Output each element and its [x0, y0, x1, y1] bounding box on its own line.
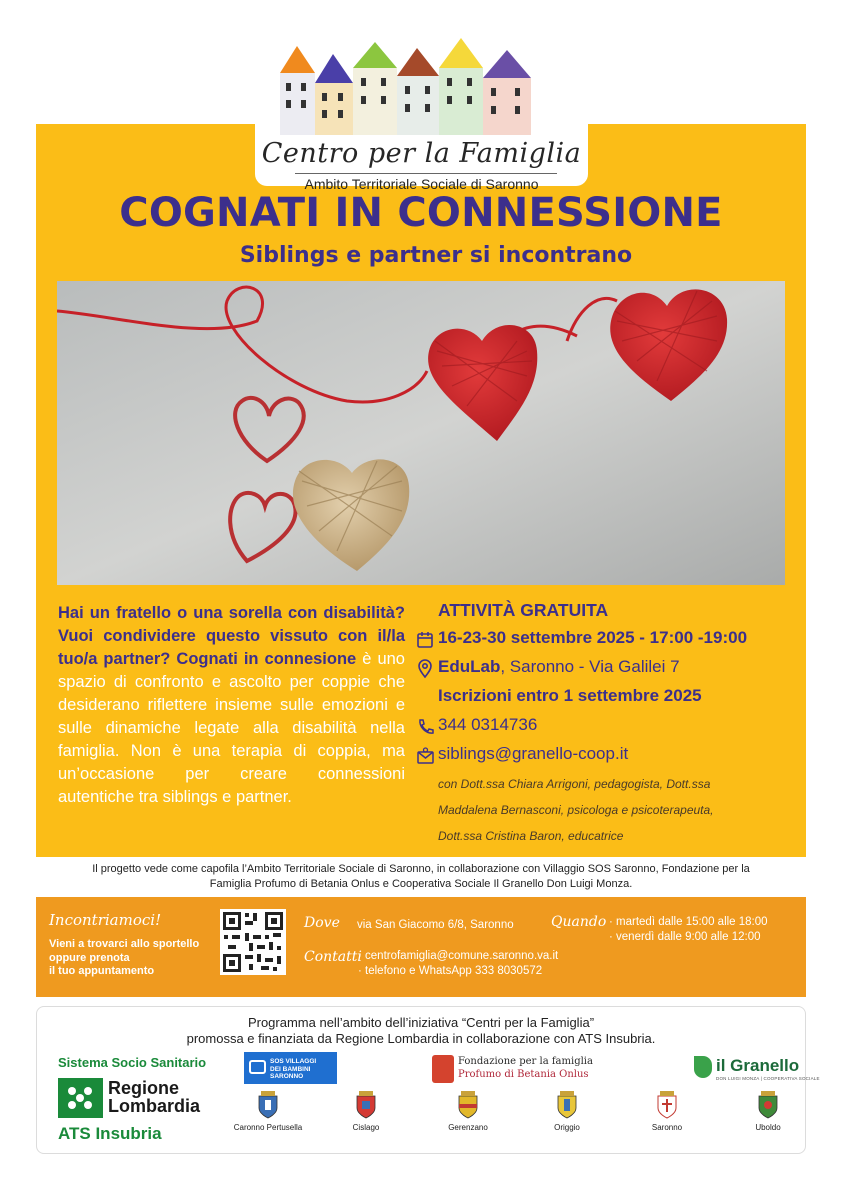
- contact-band: [36, 897, 806, 997]
- description-name: Cognati in connesione: [176, 650, 357, 668]
- registration-row: [414, 684, 794, 710]
- crest-origgio: [532, 1090, 602, 1132]
- when-label: Quando: [551, 914, 607, 930]
- meet-line: Vieni a trovarci allo sportello: [49, 938, 200, 950]
- sos-logo-icon: [249, 1060, 266, 1074]
- fondazione-line: Fondazione per la famiglia: [458, 1056, 593, 1067]
- event-info: [414, 600, 794, 849]
- yarn-hearts-image: [57, 281, 785, 585]
- dates-row: [414, 626, 794, 652]
- email-row: [414, 742, 794, 768]
- crest-name: Caronno Pertusella: [233, 1123, 303, 1132]
- description-body: è uno spazio di confronto e ascolto per coppie che desiderano riflettere insieme sulle emozioni e sulle dinamiche legate alla disabilità nella famiglia. Non è una terapia di coppia, ma un’occasione per creare connessioni autentiche tra siblings e partner.: [58, 650, 405, 806]
- logo-subtitle: Ambito Territoriale Sociale di Saronno: [304, 176, 539, 192]
- sos-line: DEI BAMBINI: [270, 1065, 311, 1073]
- regione-line: Regione: [108, 1078, 180, 1098]
- crest-name: Gerenzano: [448, 1123, 488, 1132]
- hero-photo: [57, 281, 785, 585]
- email-address[interactable]: siblings@granello-coop.it: [438, 744, 629, 763]
- contact-phone[interactable]: · telefono e WhatsApp 333 8030572: [358, 965, 543, 977]
- calendar-icon: [414, 628, 438, 652]
- crest-icon: [256, 1090, 280, 1120]
- regione-lombardia-logo-icon: [58, 1078, 103, 1118]
- crest-uboldo: [733, 1090, 803, 1132]
- contacts-label: Contatti: [304, 949, 362, 965]
- phone-icon: [414, 715, 438, 739]
- where-value: via San Giacomo 6/8, Saronno: [357, 919, 514, 931]
- hours-line: · venerdì dalle 9:00 alle 12:00: [609, 931, 761, 943]
- crest-icon: [655, 1090, 679, 1120]
- granello-tagline: DON LUIGI MONZA | COOPERATIVA SOCIALE: [716, 1076, 820, 1081]
- meet-line: il tuo appuntamento: [49, 965, 155, 977]
- logo: [255, 30, 588, 192]
- crest-icon: [756, 1090, 780, 1120]
- granello-name: il Granello: [716, 1056, 800, 1075]
- meet-title: Incontriamoci!: [49, 911, 162, 929]
- fondazione-logo: [432, 1055, 593, 1081]
- team-line: con Dott.ssa Chiara Arrigoni, pedagogista, Dott.ssa: [438, 777, 711, 791]
- regione-lombardia-text: [108, 1079, 200, 1115]
- description: [58, 602, 405, 809]
- crest-name: Uboldo: [755, 1123, 781, 1132]
- program-line: Programma nell’ambito dell’iniziativa “Centri per la Famiglia”: [247, 1015, 595, 1030]
- fondazione-line: Profumo di Betania Onlus: [458, 1069, 589, 1080]
- registration-deadline: Iscrizioni entro 1 settembre 2025: [438, 686, 702, 705]
- crest-cislago: [331, 1090, 401, 1132]
- venue-row: [414, 655, 794, 681]
- fondazione-picture-icon: [432, 1055, 454, 1083]
- venue-name: EduLab: [438, 657, 501, 676]
- sss-label: Sistema Socio Sanitario: [58, 1055, 207, 1070]
- crest-icon: [555, 1090, 579, 1120]
- program-note: [36, 1015, 806, 1047]
- team-credits: [438, 771, 794, 849]
- ats-insubria-label: ATS Insubria: [58, 1124, 162, 1143]
- venue-address: , Saronno - Via Galilei 7: [500, 657, 680, 676]
- page-title: COGNATI IN CONNESSIONE: [119, 190, 723, 236]
- houses-logo-icon: [275, 38, 565, 138]
- contact-email[interactable]: · centrofamiglia@comune.saronno.va.it: [358, 950, 559, 962]
- description-lead: Hai un fratello o una sorella con disabilità? Vuoi condividere questo vissuto con il/la tuo/a partner?: [58, 604, 405, 668]
- sos-villaggi-logo: [244, 1052, 337, 1084]
- location-pin-icon: [414, 657, 438, 681]
- meet-text: [49, 938, 199, 979]
- granello-leaf-icon: [694, 1056, 712, 1078]
- where-label: Dove: [304, 915, 340, 931]
- hours-line: · martedì dalle 15:00 alle 18:00: [609, 916, 768, 928]
- crest-icon: [456, 1090, 480, 1120]
- logo-divider: [295, 173, 557, 174]
- crest-name: Saronno: [651, 1123, 683, 1132]
- sos-line: SARONNO: [270, 1073, 304, 1080]
- opening-hours: [609, 915, 768, 945]
- granello-logo: [694, 1056, 820, 1081]
- regione-line: Lombardia: [108, 1096, 201, 1116]
- program-line: promossa e finanziata da Regione Lombardia in collaborazione con ATS Insubria.: [186, 1031, 656, 1046]
- logo-title: Centro per la Famiglia: [261, 138, 582, 169]
- qr-code-icon[interactable]: [220, 909, 286, 975]
- meet-line: oppure prenota: [49, 951, 130, 964]
- event-dates: 16-23-30 settembre 2025 - 17:00 -19:00: [438, 628, 748, 647]
- crest-name: Cislago: [352, 1123, 380, 1132]
- crest-icon: [354, 1090, 378, 1120]
- free-activity-label: ATTIVITÀ GRATUITA: [438, 600, 609, 620]
- page-subtitle: Siblings e partner si incontrano: [239, 243, 633, 268]
- partners-note: [36, 862, 806, 892]
- crest-caronno-pertusella: [233, 1090, 303, 1132]
- team-line: Dott.ssa Cristina Baron, educatrice: [438, 829, 624, 843]
- crest-name: Origgio: [554, 1123, 580, 1132]
- team-line: Maddalena Bernasconi, psicologa e psicoterapeuta,: [438, 803, 714, 817]
- phone-row: [414, 713, 794, 739]
- phone-number[interactable]: 344 0314736: [438, 715, 538, 734]
- email-icon: [414, 744, 438, 768]
- partners-note-line: Famiglia Profumo di Betania Onlus e Cooperativa Sociale Il Granello Don Luigi Monza.: [209, 878, 633, 890]
- crest-saronno: [632, 1090, 702, 1132]
- contacts-list: [358, 949, 558, 979]
- partners-note-line: Il progetto vede come capofila l’Ambito Territoriale Sociale di Saronno, in collaborazione con Villaggio SOS Saronno, Fondazione per la: [92, 863, 750, 875]
- sos-line: SOS VILLAGGI: [270, 1058, 317, 1065]
- crest-gerenzano: [433, 1090, 503, 1132]
